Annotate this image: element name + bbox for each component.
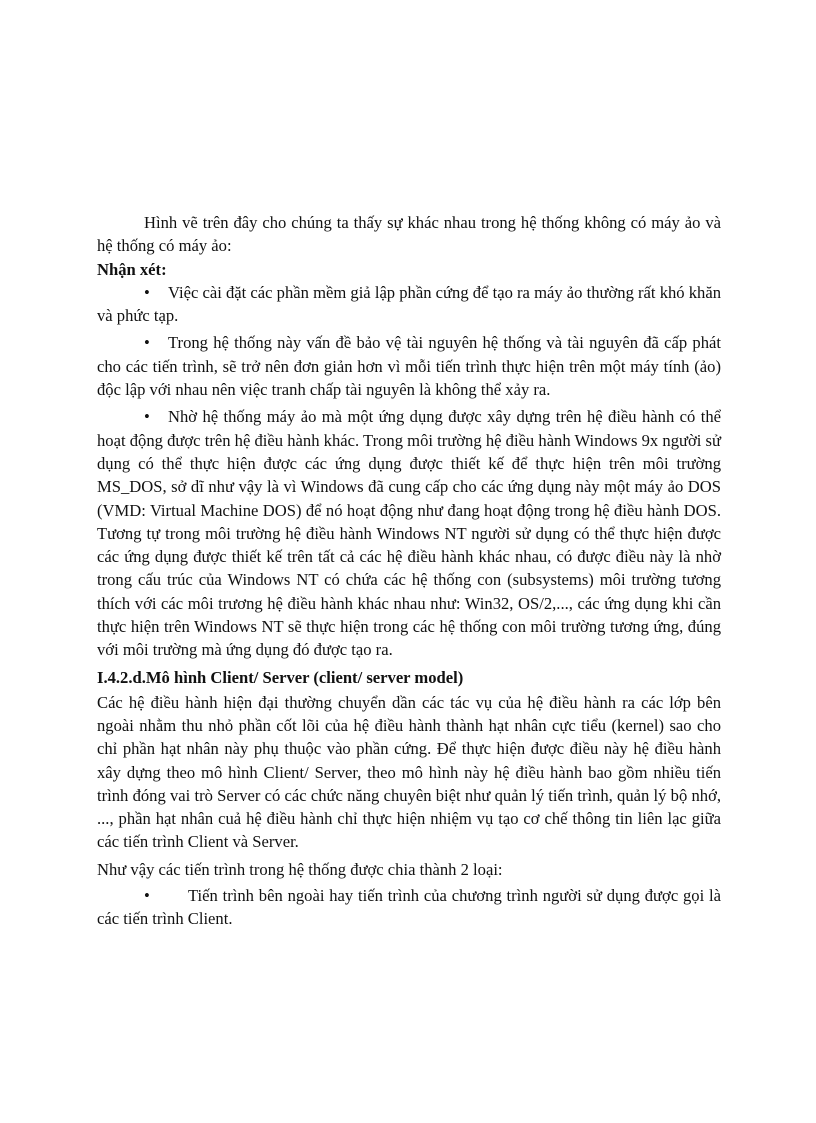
client-server-paragraph: Các hệ điều hành hiện đại thường chuyển dần các tác vụ của hệ điều hành ra các lớp bên ngoài nhằm thu nhỏ phần cốt lõi của hệ điều hành thành hạt nhân cực tiểu (kernel) sao cho chỉ phần hạt nhân này phụ thuộc vào phần cứng. Để thực hiện được điều này hệ điều hành xây dựng theo mô hình Client/ Server, theo mô hình này hệ điều hành bao gồm nhiều tiến trình đóng vai trò Server có các chức năng chuyên biệt như quản lý tiến trình, quản lý bộ nhớ, ..., phần hạt nhân cuả hệ điều hành chỉ thực hiện nhiệm vụ tạo cơ chế thông tin liên lạc giữa các tiến trình Client và Server.	[97, 692, 721, 852]
process-type-bullet	[97, 884, 721, 931]
remark-bullet	[97, 331, 721, 401]
process-type-text: Tiến trình bên ngoài hay tiến trình của chương trình người sử dụng được gọi là các tiến trình Client.	[97, 886, 721, 929]
process-types-intro: Như vậy các tiến trình trong hệ thống được chia thành 2 loại:	[97, 859, 503, 879]
bullet-icon: •	[144, 333, 150, 353]
bullet-icon: •	[144, 886, 150, 906]
section-heading: I.4.2.d.Mô hình Client/ Server (client/ server model)	[97, 667, 464, 687]
remark-text: Trong hệ thống này vấn đề bảo vệ tài nguyên hệ thống và tài nguyên đã cấp phát cho các tiến trình, sẽ trở nên đơn giản hơn vì mỗi tiến trình thực hiện trên một máy tính (ảo) độc lập với nhau nên việc tranh chấp tài nguyên là không thể xảy ra.	[97, 333, 721, 400]
bullet-icon: •	[144, 282, 150, 302]
remark-bullet	[97, 405, 721, 661]
document-page	[97, 211, 721, 931]
remark-bullet	[97, 281, 721, 328]
remark-text: Nhờ hệ thống máy ảo mà một ứng dụng được xây dựng trên hệ điều hành có thể hoạt động được trên hệ điều hành khác. Trong môi trường hệ điều hành Windows 9x người sử dụng có thể thực hiện được các ứng dụng được thiết kế để thực hiện trên môi trường MS_DOS, sở dĩ như vậy là vì Windows đã cung cấp cho các ứng dụng này một máy ảo DOS (VMD: Virtual Machine DOS) để nó hoạt động như đang hoạt động trong hệ điều hành DOS. Tương tự trong môi trường hệ điều hành Windows NT người sử dụng có thể thực hiện được các ứng dụng được thiết kế trên tất cả các hệ điều hành khác nhau, có được điều này là nhờ trong cấu trúc của Windows NT có chứa các hệ thống con (subsystems) môi trường tương thích với các môi trương hệ điều hành khác nhau như: Win32, OS/2,..., các ứng dụng khi cần thực hiện trên Windows NT sẽ thực hiện trong các hệ thống con môi trường tương ứng, đúng với môi trường mà ứng dụng đó được tạo ra.	[97, 407, 721, 660]
remark-heading: Nhận xét:	[97, 259, 167, 279]
remark-text: Việc cài đặt các phần mềm giả lập phần cứng để tạo ra máy ảo thường rất khó khăn và phức tạp.	[97, 282, 721, 326]
bullet-icon: •	[144, 407, 150, 427]
intro-paragraph: Hình vẽ trên đây cho chúng ta thấy sự khác nhau trong hệ thống không có máy ảo và hệ thống có máy ảo:	[97, 213, 721, 256]
